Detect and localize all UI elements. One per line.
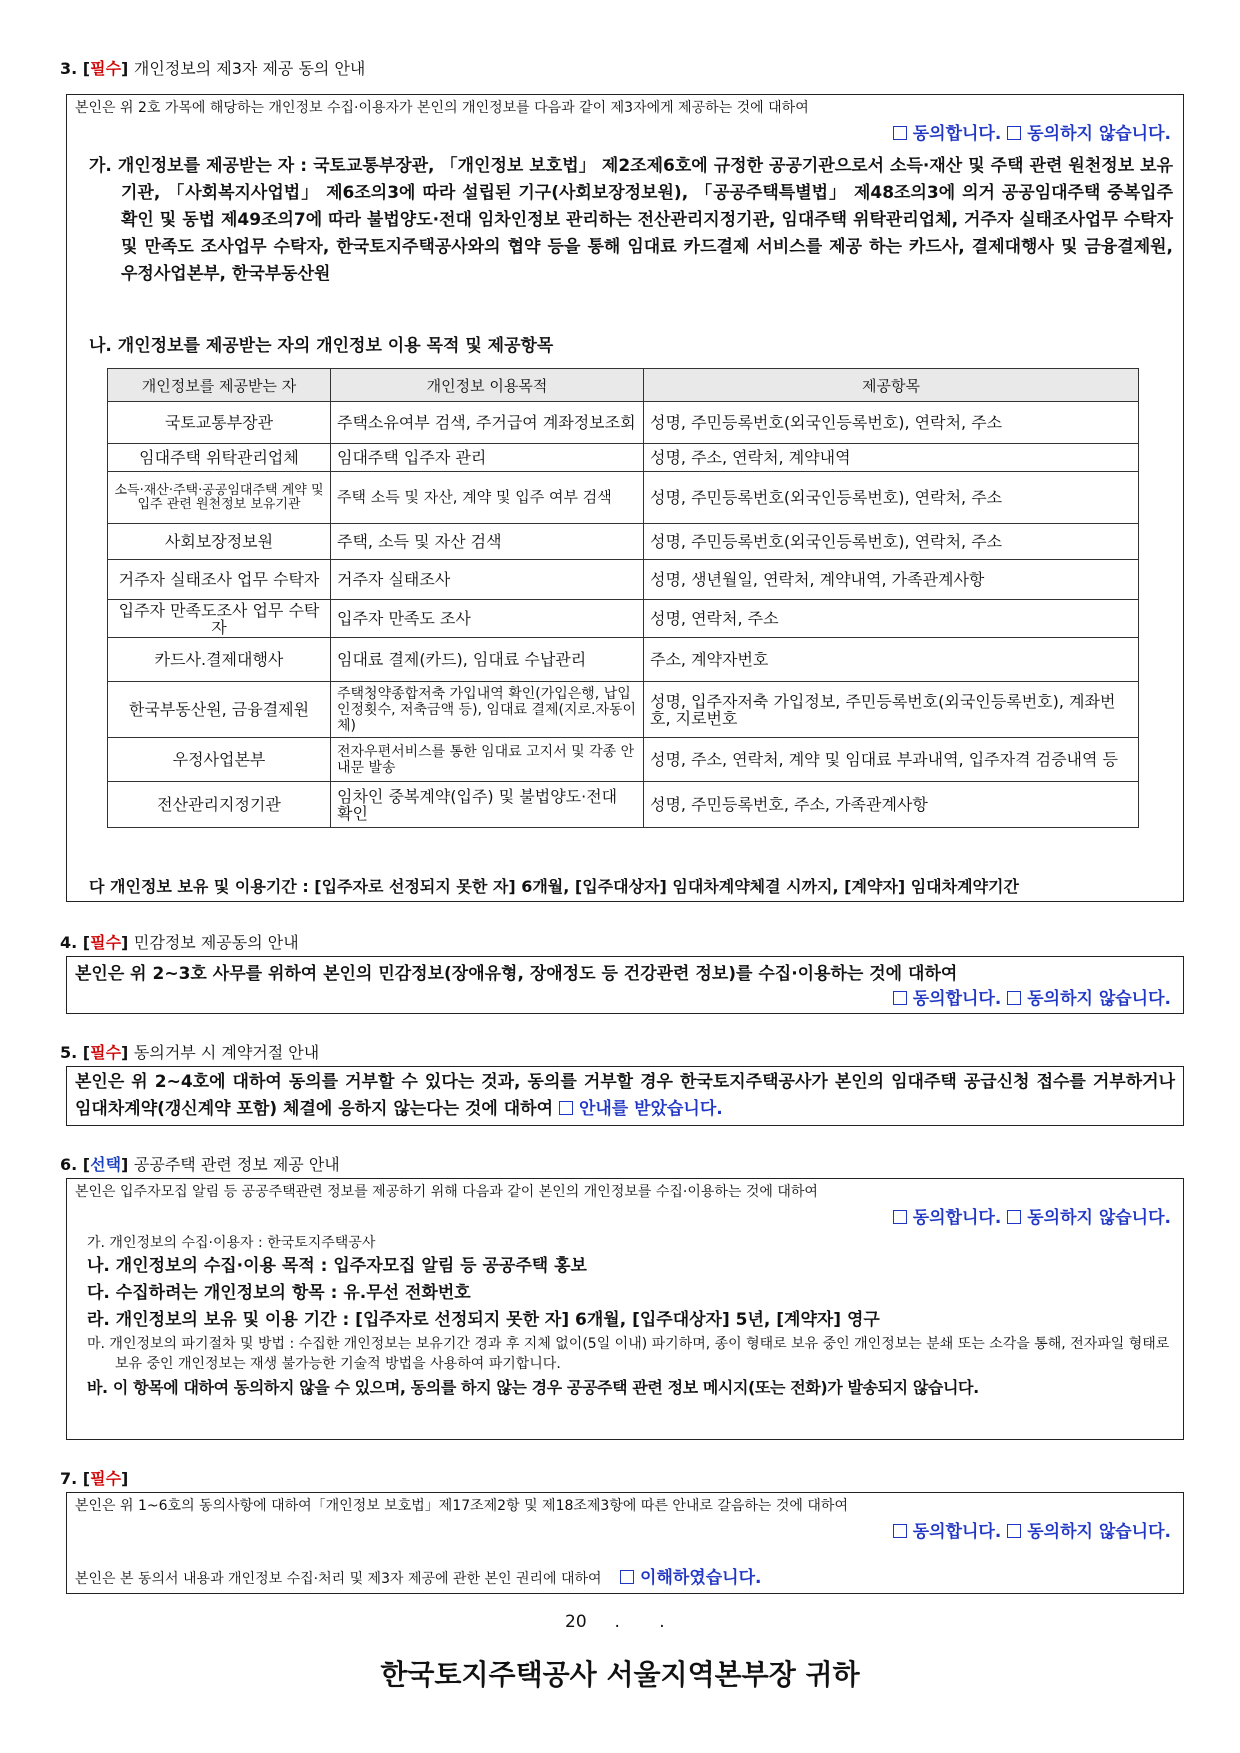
tag-close: ] [121, 1469, 129, 1488]
section-7-consent-1 [67, 1517, 1183, 1542]
disagree-option[interactable]: 동의하지 않습니다. [1027, 989, 1171, 1009]
purpose-cell: 입주자 만족도 조사 [331, 600, 644, 638]
agree-option[interactable]: 동의합니다. [912, 1522, 1002, 1542]
section-title: 개인정보의 제3자 제공 동의 안내 [133, 59, 366, 78]
purpose-cell: 임차인 중복계약(입주) 및 불법양도·전대 확인 [331, 782, 644, 828]
purpose-cell: 임대료 결제(카드), 임대료 수납관리 [331, 638, 644, 682]
section-6-items [87, 1233, 1173, 1402]
recipient-cell: 사회보장정보원 [108, 524, 331, 560]
checkbox-icon[interactable] [559, 1101, 573, 1115]
date-line: 20 . . [565, 1612, 665, 1632]
purpose-cell: 주택청약종합저축 가입내역 확인(가입은행, 납입인정횟수, 저축금액 등), 임대료 결제(지로.자동이체) [331, 682, 644, 738]
section-3-box [66, 94, 1184, 902]
table-row [108, 600, 1139, 638]
purpose-cell: 전자우편서비스를 통한 임대료 고지서 및 각종 안내문 발송 [331, 738, 644, 782]
checkbox-icon[interactable] [893, 126, 907, 140]
section-6-item-na: 나. 개인정보의 수집·이용 목적 : 입주자모집 알림 등 공공주택 홍보 [87, 1256, 587, 1276]
purpose-cell: 임대주택 입주자 관리 [331, 444, 644, 472]
section-6-heading [60, 1152, 340, 1175]
checkbox-icon[interactable] [1007, 1524, 1021, 1538]
section-number: 3. [60, 59, 78, 78]
section-title: 동의거부 시 계약거절 안내 [133, 1043, 320, 1062]
checkbox-icon[interactable] [893, 1524, 907, 1538]
disagree-option[interactable]: 동의하지 않습니다. [1027, 1522, 1171, 1542]
recipient-cell: 전산관리지정기관 [108, 782, 331, 828]
section-number: 4. [60, 933, 78, 952]
items-cell: 성명, 입주자저축 가입정보, 주민등록번호(외국인등록번호), 계좌번호, 지로번호 [644, 682, 1139, 738]
items-cell: 성명, 주민등록번호(외국인등록번호), 연락처, 주소 [644, 524, 1139, 560]
tag-open: [ [82, 1155, 91, 1174]
section-number: 5. [60, 1043, 78, 1062]
recipient-cell: 국토교통부장관 [108, 402, 331, 444]
checkbox-icon[interactable] [893, 991, 907, 1005]
section-3-item-na: 나. 개인정보를 제공받는 자의 개인정보 이용 목적 및 제공항목 [89, 336, 554, 356]
table-row [108, 472, 1139, 524]
table-row [108, 782, 1139, 828]
table-row [108, 444, 1139, 472]
table-row [108, 524, 1139, 560]
column-header: 개인정보 이용목적 [331, 369, 644, 402]
recipient-cell: 소득·재산·주택·공공임대주택 계약 및 입주 관련 원천정보 보유기관 [108, 472, 331, 524]
section-3-intro: 본인은 위 2호 가목에 해당하는 개인정보 수집·이용자가 본인의 개인정보를 다음과 같이 제3자에게 제공하는 것에 대하여 [75, 100, 809, 116]
tag-close: ] [121, 933, 129, 952]
tag-open: [ [82, 59, 91, 78]
items-cell: 성명, 주소, 연락처, 계약 및 임대료 부과내역, 입주자격 검증내역 등 [644, 738, 1139, 782]
items-cell: 성명, 생년월일, 연락처, 계약내역, 가족관계사항 [644, 560, 1139, 600]
table-header-row [108, 369, 1139, 402]
section-7-line-2 [75, 1563, 761, 1588]
provision-table [107, 368, 1139, 828]
section-number: 6. [60, 1155, 78, 1174]
section-4-box [66, 956, 1184, 1014]
table-row [108, 402, 1139, 444]
recipient-cell: 우정사업본부 [108, 738, 331, 782]
optional-tag: 선택 [90, 1155, 122, 1174]
column-header: 제공항목 [644, 369, 1139, 402]
tag-close: ] [121, 1155, 129, 1174]
purpose-cell: 주택 소득 및 자산, 계약 및 입주 여부 검색 [331, 472, 644, 524]
recipient-cell: 한국부동산원, 금융결제원 [108, 682, 331, 738]
section-4-text: 본인은 위 2~3호 사무를 위하여 본인의 민감정보(장애유형, 장애정도 등 건강관련 정보)를 수집·이용하는 것에 대하여 [75, 964, 958, 984]
agree-option[interactable]: 동의합니다. [912, 1208, 1002, 1228]
recipient-cell: 입주자 만족도조사 업무 수탁자 [108, 600, 331, 638]
section-3-item-da: 다 개인정보 보유 및 이용기간 : [입주자로 선정되지 못한 자] 6개월, [입주대상자] 임대차계약체결 시까지, [계약자] 임대차계약기간 [89, 877, 1019, 896]
required-tag: 필수 [90, 933, 122, 952]
checkbox-icon[interactable] [620, 1570, 634, 1584]
section-number: 7. [60, 1469, 78, 1488]
required-tag: 필수 [90, 1469, 122, 1488]
section-6-consent [67, 1203, 1183, 1228]
disagree-option[interactable]: 동의하지 않습니다. [1027, 1208, 1171, 1228]
recipient-cell: 거주자 실태조사 업무 수탁자 [108, 560, 331, 600]
column-header: 개인정보를 제공받는 자 [108, 369, 331, 402]
section-6-item-ma: 마. 개인정보의 파기절차 및 방법 : 수집한 개인정보는 보유기간 경과 후 지체 없이(5일 이내) 파기하며, 종이 형태로 보유 중인 개인정보는 분쇄 또는 소각을 통해, 전자파일 형태로 보유 중인 개인정보는 재생 불가능한 기술적 방법을 사용하여 파기합니다. [87, 1336, 1170, 1372]
items-cell: 성명, 연락처, 주소 [644, 600, 1139, 638]
acknowledge-option[interactable]: 안내를 받았습니다. [578, 1099, 723, 1119]
section-5-heading [60, 1040, 319, 1063]
required-tag: 필수 [90, 1043, 122, 1062]
section-6-intro: 본인은 입주자모집 알림 등 공공주택관련 정보를 제공하기 위해 다음과 같이 본인의 개인정보를 수집·이용하는 것에 대하여 [75, 1184, 818, 1200]
understood-option[interactable]: 이해하였습니다. [640, 1568, 762, 1588]
table-row [108, 560, 1139, 600]
checkbox-icon[interactable] [893, 1210, 907, 1224]
section-6-item-ga: 가. 개인정보의 수집·이용자 : 한국토지주택공사 [87, 1235, 376, 1251]
items-cell: 성명, 주민등록번호(외국인등록번호), 연락처, 주소 [644, 472, 1139, 524]
section-7-text-1: 본인은 위 1~6호의 동의사항에 대하여「개인정보 보호법」제17조제2항 및 제18조제3항에 따른 안내로 갈음하는 것에 대하여 [75, 1498, 848, 1514]
section-7-text-2: 본인은 본 동의서 내용과 개인정보 수집·처리 및 제3자 제공에 관한 본인 권리에 대하여 [75, 1571, 602, 1587]
items-cell: 주소, 계약자번호 [644, 638, 1139, 682]
items-cell: 성명, 주민등록번호, 주소, 가족관계사항 [644, 782, 1139, 828]
section-4-heading [60, 930, 299, 953]
table-row [108, 682, 1139, 738]
purpose-cell: 거주자 실태조사 [331, 560, 644, 600]
addressee-title: 한국토지주택공사 서울지역본부장 귀하 [380, 1658, 860, 1691]
tag-close: ] [121, 1043, 129, 1062]
disagree-option[interactable]: 동의하지 않습니다. [1027, 124, 1171, 144]
items-cell: 성명, 주민등록번호(외국인등록번호), 연락처, 주소 [644, 402, 1139, 444]
table-row [108, 638, 1139, 682]
section-5-box [66, 1066, 1184, 1126]
table-row [108, 738, 1139, 782]
section-title: 민감정보 제공동의 안내 [133, 933, 299, 952]
section-6-item-ra: 라. 개인정보의 보유 및 이용 기간 : [입주자로 선정되지 못한 자] 6개월, [입주대상자] 5년, [계약자] 영구 [87, 1310, 880, 1330]
recipient-cell: 임대주택 위탁관리업체 [108, 444, 331, 472]
section-6-box [66, 1178, 1184, 1440]
items-cell: 성명, 주소, 연락처, 계약내역 [644, 444, 1139, 472]
section-4-consent [75, 984, 1175, 1009]
section-3-consent [67, 119, 1183, 144]
tag-open: [ [82, 1469, 91, 1488]
section-6-item-da: 다. 수집하려는 개인정보의 항목 : 유.무선 전화번호 [87, 1283, 471, 1303]
section-7-consent-2 [620, 1568, 761, 1588]
agree-option[interactable]: 동의합니다. [912, 989, 1002, 1009]
checkbox-icon[interactable] [1007, 1210, 1021, 1224]
checkbox-icon[interactable] [1007, 126, 1021, 140]
section-6-item-ba: 바. 이 항목에 대하여 동의하지 않을 수 있으며, 동의를 하지 않는 경우 공공주택 관련 정보 메시지(또는 전화)가 발송되지 않습니다. [87, 1378, 979, 1397]
agree-option[interactable]: 동의합니다. [912, 124, 1002, 144]
section-7-box [66, 1492, 1184, 1594]
section-5-text: 본인은 위 2~4호에 대하여 동의를 거부할 수 있다는 것과, 동의를 거부할 경우 한국토지주택공사가 본인의 임대주택 공급신청 접수를 거부하거나 임대차계약(갱신계약 포함) 체결에 응하지 않는다는 것에 대하여 [75, 1072, 1175, 1119]
checkbox-icon[interactable] [1007, 991, 1021, 1005]
tag-close: ] [121, 59, 129, 78]
section-3-heading [60, 56, 365, 79]
section-7-heading [60, 1466, 128, 1489]
tag-open: [ [82, 933, 91, 952]
section-5-consent [559, 1099, 723, 1119]
required-tag: 필수 [90, 59, 122, 78]
section-3-item-ga: 가. 개인정보를 제공받는 자 : 국토교통부장관, 「개인정보 보호법」 제2조제6호에 규정한 공공기관으로서 소득·재산 및 주택 관련 원천정보 보유기관, 「사회복지사업법」 제6조의3에 따라 설립된 기구(사회보장정보원), 「공공주택특별법」 제48조의3에 의거 공공임대주택 중복입주 확인 및 동법 제49조의7에 따라 불법양도·전대 임차인정보 관리하는 전산관리지정기관, 임대주택 위탁관리업체, 거주자 실태조사업무 수탁자 및 만족도 조사업무 수탁자, 한국토지주택공사와의 협약 등을 통해 임대료 카드결제 서비스를 제공 하는 카드사, 결제대행사 및 금융결제원, 우정사업본부, 한국부동산원 [89, 156, 1173, 284]
section-title: 공공주택 관련 정보 제공 안내 [133, 1155, 340, 1174]
recipient-cell: 카드사.결제대행사 [108, 638, 331, 682]
tag-open: [ [82, 1043, 91, 1062]
purpose-cell: 주택, 소득 및 자산 검색 [331, 524, 644, 560]
purpose-cell: 주택소유여부 검색, 주거급여 계좌정보조회 [331, 402, 644, 444]
